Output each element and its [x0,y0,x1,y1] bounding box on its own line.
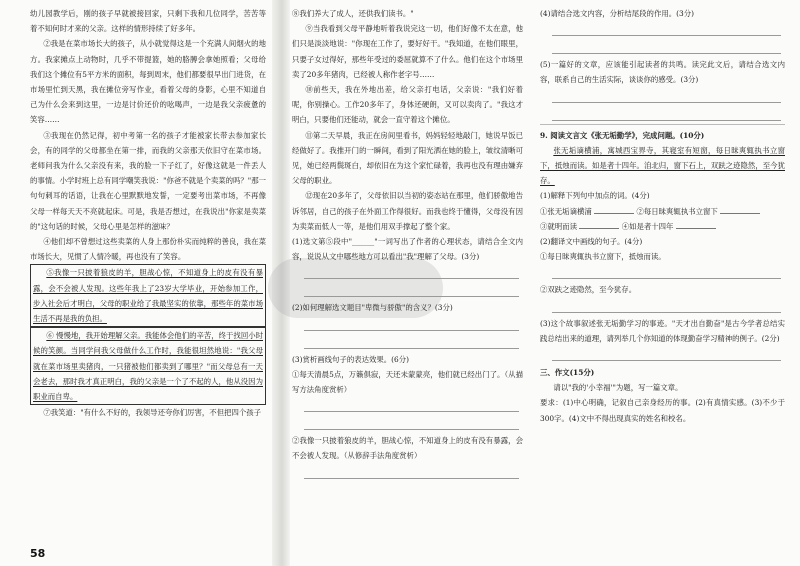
answer-line[interactable] [304,264,519,279]
passage-paragraph: ③我现在仍然记得，初中考第一名的孩子才能被家长带去参加家长会，有的同学的父母都坐在第一排，而我的父亲那天依旧守在菜市场。老师问我为什么父亲没有来，我的脸一下子红了，好像这就是一件丢人的事情。小学时班上总有同学嘲笑我说："你爸不就是个卖菜的吗？"那一句句刺耳的话语，让我在心里默默地发誓，一定要考出菜市场，不再像父母一样每天天不亮就起床。可是，我是否想过，在我说出"你家是卖菜的"这句话的时候，父母心里是怎样的滋味？ [30,130,266,231]
answer-line[interactable] [304,397,519,412]
composition-prompt: 请以"我的'小幸福'"为题，写一篇文章。 [553,383,683,393]
answer-line[interactable] [304,282,519,297]
underlined-sentence: ⑤我像一只披着狼皮的羊，胆战心惊，不知道身上的皮有没有暴露，会不会被人发现。这些年我上了23岁大学毕业，开始参加工作，步入社会后才明白，父母的职业给了我最坚实的依靠，那些年的菜市场生活不再是我的负担。 [30,264,266,327]
passage-paragraph: ②我是在菜市场长大的孩子，从小就觉得这是一个充满人间烟火的地方。我家摊点上动物时，几乎不带提篮，她的胳膊会拿她照看；父母给我们这个摊位有5平方米的面积，每到周末，他们都要很早出门进货，在市场里忙到天黑，我在摊位旁写作业，看着父母的身影，心里不知道自己为什么会来到这里，一边是讨价还价的吆喝声，一边是我父亲疲惫的笑容…… [30,39,266,125]
answer-line[interactable] [552,298,781,313]
answer-line[interactable] [552,88,781,103]
question-2: (2)如何理解选文题目"卑微与骄傲"的含义？(3分) [292,300,523,348]
composition-section [540,365,785,426]
composition-title: 三、作文(15分) [540,368,595,378]
fill-blank[interactable] [579,220,619,229]
questions-right [540,6,785,426]
question-5: (5)一篇好的文章，应该能引起读者的共鸣。读完此文后，请结合选文内容，联系自己的生活实际，谈谈你的感受。(3分) [540,57,785,120]
passage-paragraph: ⑩前些天，我在外地出差，给父亲打电话，父亲说："我们好着呢，你别操心。工作20多年了，身体还硬朗，又可以卖肉了。"我这才明白，只要他们还能动，就会一直守着这个摊位。 [292,85,523,125]
passage-paragraph: ⑪第二天早晨，我正在房间里看书，妈妈轻轻地敲门，她说早饭已经做好了。我推开门的一瞬间，看到了阳光洒在她的脸上，皱纹清晰可见，她已经两鬓斑白，却依旧在为这个家忙碌着，我再也没有理由嫌弃父母的职业。 [292,130,523,186]
divider [540,124,785,125]
answer-line[interactable] [304,415,519,430]
classical-chinese-section: 9. 阅读文言文《张无垢勤学》，完成问题。(10分) 张无垢谪横浦，寓城西宝界寺，其寝室有短窗，每日昧爽辄执书立窗下，抵烛而读。如是者十四年。洎北归，窗下石上，双趺之迹隐然，至今犹存。 (1)解释下列句中加点的词。(4分) ①张无垢谪横浦 ②每日昧爽辄执书立窗下 ③就明而读 ④如是者十四年 (2)翻译文中画线的句子。(4分) ①每日昧爽辄执书立窗下，抵烛而读。 ②双趺之迹隐然，至今犹存。 (3)这个故事叙述张无垢勤学习的事迹。"天才出自勤奋"是古今学者总结实践总结出来的道理，请列举几个你知道的体现勤奋学习精神的例子。(2分) [540,128,785,361]
question-1: (1)选文第⑤段中"______"一词写出了作者的心理状态，请结合全文内容，说说从文中哪些地方可以看出"我"理解了父母。(3分) [292,234,523,297]
composition-requirements: 要求：(1)中心明确，记叙自己亲身经历的事。(2)有真情实感。(3)不少于300字。(4)文中不得出现真实的姓名和校名。 [540,398,785,423]
page-number: 58 [30,547,46,560]
answer-line[interactable] [304,464,519,479]
passage-paragraph: ⑧我们养大了成人，还供我们读书。" [292,9,414,18]
classical-passage: 张无垢谪横浦，寓城西宝界寺，其寝室有短窗，每日昧爽辄执书立窗下，抵烛而读。如是者十四年。洎北归，窗下石上，双趺之迹隐然，至今犹存。 [540,145,785,186]
answer-line[interactable] [552,39,781,54]
passage-paragraph: ⑦我笑道："有什么不好的，我领导还夸你们厉害，不但把四个孩子 [43,408,262,418]
answer-line[interactable] [304,316,519,331]
passage-paragraph: ⑫现在20多年了，父母依旧以当初的姿态站在那里，他们骄傲地告诉邻居，自己的孩子在外面工作得很好。而我也终于懂得，父母没有因为卖菜而低人一等，是他们用双手撑起了整个家。 [292,191,523,231]
question-4: (4)请结合选文内容，分析结尾段的作用。(3分) [540,6,785,54]
fill-blank[interactable] [720,205,760,214]
answer-line[interactable] [552,346,781,361]
fill-blank[interactable] [594,205,634,214]
passage-paragraph: 幼儿园教学后，刚的孩子早就被接回家，只剩下我和几位同学，苦苦等着不知何时才来的父亲。这样的情形持续了好多年。 [30,9,266,34]
answer-line[interactable] [304,334,519,349]
passage-paragraph: ④他们却不曾想过这些卖菜的人身上那份朴实而纯粹的善良，我在菜市场长大，见惯了人情冷暖，再也没有了笑容。 [30,237,266,262]
answer-line[interactable] [552,264,781,279]
answer-line[interactable] [552,106,781,121]
answer-line[interactable] [552,21,781,36]
passage-paragraph: ⑨当我看到父母平静地听着我说完这一切，他们好像不太在意，他们只是淡淡地说："你现在工作了，要好好干。"我知道，在他们眼里，只要子女过得好，那些年受过的委屈就算不了什么。他们在这个市场里卖了20多年猪肉，已经被人称作老字号…… [292,24,523,79]
reading-passage-mid [292,6,523,482]
underlined-sentence: ⑥ 慢慢地，我开始理解父亲。我能体会他们的辛苦，终于找回小时候的笑颜。当同学问我父母做什么工作时，我能很坦然地说："我父母就在菜市场里卖猪肉，一只猪被他们都卖到了哪里？"而父母总有一天会老去，那时我才真正明白，我的父亲是一个了不起的人，他从没因为职业而自卑。 [30,327,266,405]
reading-passage-left [30,6,266,420]
fill-blank[interactable] [676,220,716,229]
question-3: (3)赏析画线句子的表达效果。(6分) ①每天清晨5点，万籁俱寂，天还未蒙蒙亮，他们就已经出门了。（从描写方法角度赏析） ②我像一只披着狼皮的羊，胆战心惊，不知道身上的皮有没有暴露，会不会被人发现。（从修辞手法角度赏析） [292,352,523,479]
